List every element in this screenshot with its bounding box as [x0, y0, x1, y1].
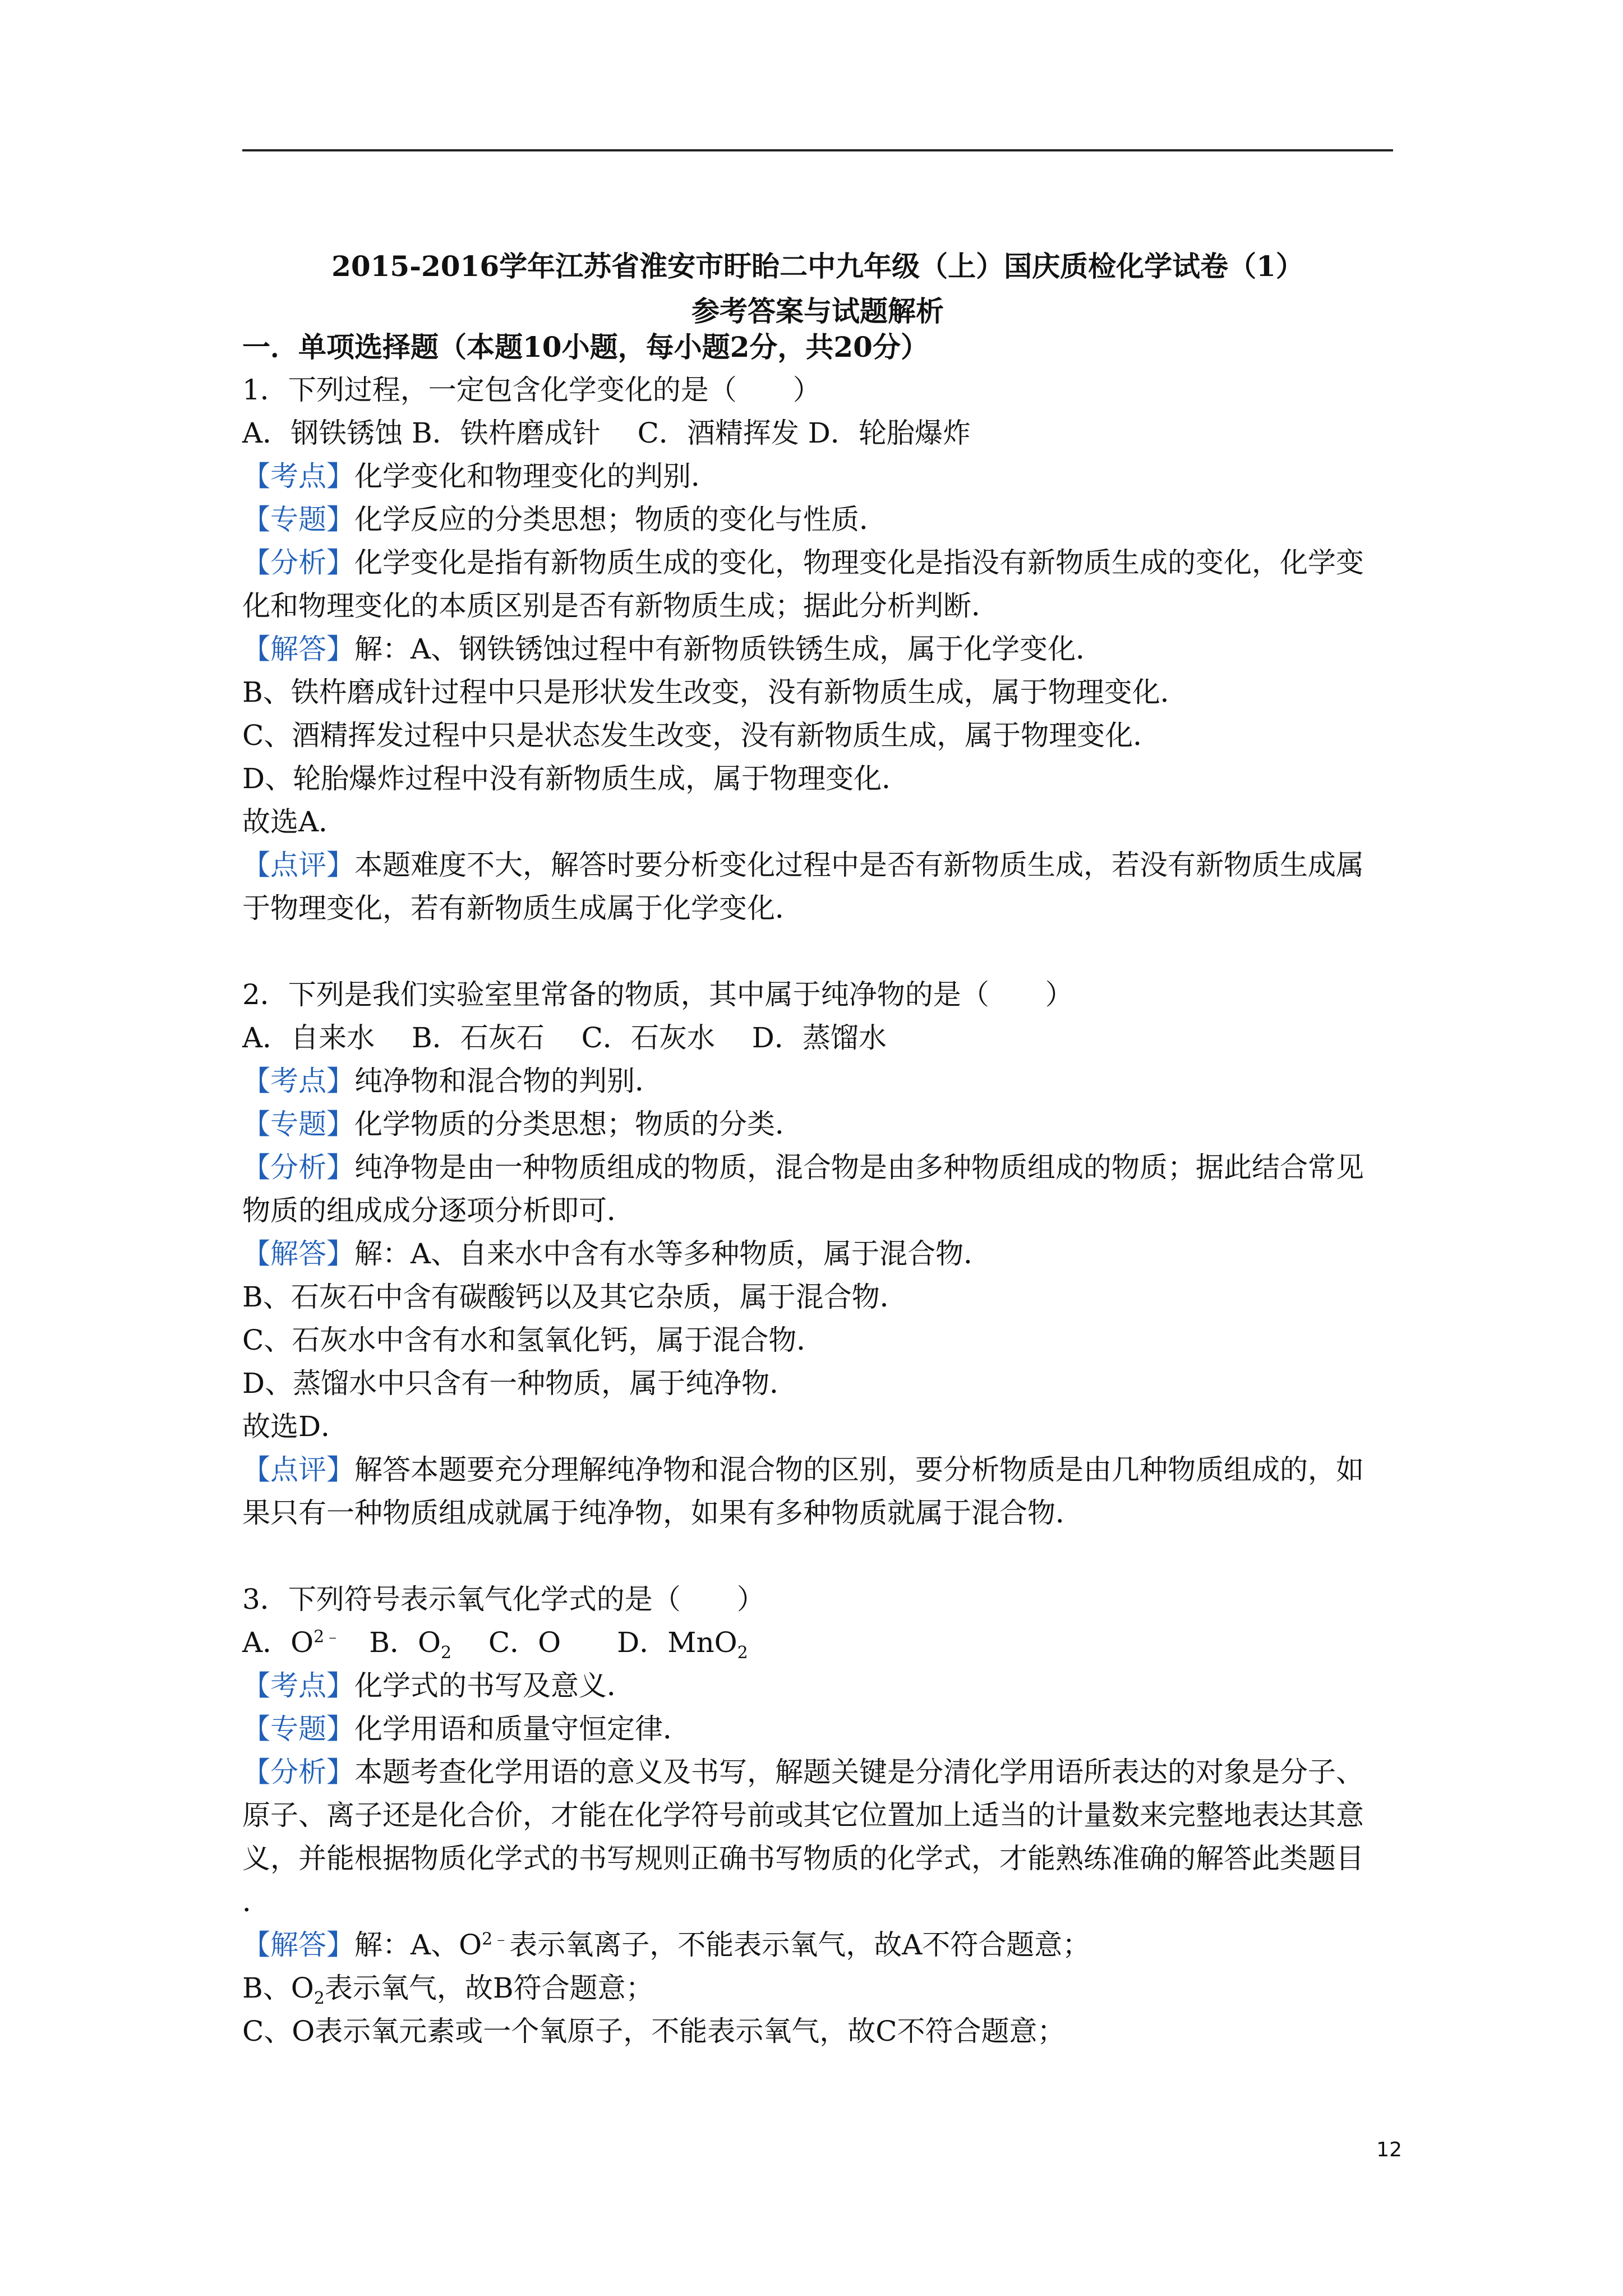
- q1-answer: 故选A．: [242, 806, 347, 838]
- q1-jieda-d: D、轮胎爆炸过程中没有新物质生成，属于物理变化．: [242, 762, 910, 795]
- q2-fenxi-cont: 物质的组成成分逐项分析即可．: [242, 1194, 635, 1227]
- jieda-tag: 【解答】: [242, 1929, 354, 1961]
- q3-jieda-text-2b: 表示氧气，故B符合题意；: [324, 1972, 654, 2004]
- q3-kaodian-text: 化学式的书写及意义．: [354, 1669, 635, 1702]
- spacer: [242, 930, 1393, 973]
- q3-opt-a-charge: 2﹣: [313, 1627, 342, 1647]
- q2-dianping-text-1: 解答本题要充分理解纯净物和混合物的区别，要分析物质是由几种物质组成的，如: [354, 1453, 1364, 1486]
- q3-jieda-c: C、O表示氧元素或一个氧原子，不能表示氧气，故C不符合题意；: [242, 2015, 1066, 2047]
- q3-jieda-subscript: 2: [313, 1989, 325, 2008]
- q3-options: [242, 1621, 1393, 1664]
- q3-kaodian: [242, 1664, 1393, 1708]
- zhuanti-tag: 【专题】: [242, 1713, 354, 1745]
- q1-jieda-c: C、酒精挥发过程中只是状态发生改变，没有新物质生成，属于物理变化．: [242, 719, 1161, 752]
- q2-kaodian-text: 纯净物和混合物的判别．: [354, 1065, 663, 1097]
- q3-opt-b: B．O: [341, 1626, 441, 1659]
- q3-zhuanti-text: 化学用语和质量守恒定律．: [354, 1713, 691, 1745]
- q1-options: A．钢铁锈蚀 B．铁杵磨成针 C．酒精挥发 D．轮胎爆炸: [242, 417, 971, 449]
- q3-fenxi-text-1: 本题考查化学用语的意义及书写，解题关键是分清化学用语所表达的对象是分子、: [354, 1756, 1364, 1788]
- q2-zhuanti: [242, 1103, 1393, 1146]
- q1-dianping-text-1: 本题难度不大，解答时要分析变化过程中是否有新物质生成，若没有新物质生成属: [354, 849, 1364, 881]
- header-rule: [242, 149, 1393, 151]
- q2-dianping: [242, 1448, 1393, 1492]
- q1-dianping: [242, 844, 1393, 887]
- q1-jieda: [242, 628, 1393, 671]
- q3-jieda-b: [242, 1967, 1393, 2010]
- q2-dianping-cont: 果只有一种物质组成就属于纯净物，如果有多种物质就属于混合物．: [242, 1497, 1083, 1529]
- q3-jieda-text-2a: B、O: [242, 1972, 314, 2004]
- q3-jieda: [242, 1924, 1393, 1967]
- q3-opt-b-subscript: 2: [440, 1643, 452, 1663]
- q2-fenxi-text-1: 纯净物是由一种物质组成的物质，混合物是由多种物质组成的物质；据此结合常见: [354, 1151, 1364, 1184]
- kaodian-tag: 【考点】: [242, 1669, 354, 1702]
- q2-kaodian: [242, 1060, 1393, 1103]
- document-body: [242, 325, 1393, 2053]
- zhuanti-tag: 【专题】: [242, 1108, 354, 1140]
- q2-jieda-c: C、石灰水中含有水和氢氧化钙，属于混合物．: [242, 1324, 825, 1356]
- q3-jieda-text-1a: 解：A、O: [354, 1929, 482, 1961]
- document-subtitle: 参考答案与试题解析: [691, 295, 944, 328]
- q1-zhuanti-text: 化学反应的分类思想；物质的变化与性质．: [354, 503, 887, 536]
- q3-fenxi: [242, 1751, 1393, 1794]
- q1-stem: 1．下列过程，一定包含化学变化的是（ ）: [242, 374, 821, 406]
- dianping-tag: 【点评】: [242, 849, 354, 881]
- q3-jieda-text-1b: 表示氧离子，不能表示氧气，故A不符合题意；: [509, 1929, 1091, 1961]
- jieda-tag: 【解答】: [242, 1237, 354, 1270]
- q1-fenxi-text-1: 化学变化是指有新物质生成的变化，物理变化是指没有新物质生成的变化，化学变: [354, 546, 1364, 579]
- kaodian-tag: 【考点】: [242, 460, 354, 493]
- fenxi-tag: 【分析】: [242, 546, 354, 579]
- q1-fenxi-cont: 化和物理变化的本质区别是否有新物质生成；据此分析判断．: [242, 590, 999, 622]
- q2-options: A．自来水 B．石灰石 C．石灰水 D．蒸馏水: [242, 1022, 887, 1054]
- q1-zhuanti: [242, 498, 1393, 541]
- page-number: 12: [1376, 2138, 1402, 2161]
- document-title: 2015-2016学年江苏省淮安市盱眙二中九年级（上）国庆质检化学试卷（1）: [331, 250, 1304, 283]
- q2-stem: 2．下列是我们实验室里常备的物质，其中属于纯净物的是（ ）: [242, 978, 1073, 1011]
- fenxi-tag: 【分析】: [242, 1756, 354, 1788]
- q1-jieda-text-1: 解：A、钢铁锈蚀过程中有新物质铁锈生成，属于化学变化．: [354, 633, 1104, 665]
- q2-answer: 故选D．: [242, 1410, 349, 1443]
- q3-jieda-charge: 2﹣: [482, 1929, 510, 1949]
- q3-fenxi-cont-1: 原子、离子还是化合价，才能在化学符号前或其它位置加上适当的计量数来完整地表达其意: [242, 1799, 1364, 1832]
- dianping-tag: 【点评】: [242, 1453, 354, 1486]
- q3-zhuanti: [242, 1708, 1393, 1751]
- q1-fenxi: [242, 541, 1393, 585]
- q1-kaodian-text: 化学变化和物理变化的判别．: [354, 460, 719, 493]
- zhuanti-tag: 【专题】: [242, 503, 354, 536]
- q2-fenxi: [242, 1146, 1393, 1189]
- q2-jieda-b: B、石灰石中含有碳酸钙以及其它杂质，属于混合物．: [242, 1281, 908, 1313]
- q3-fenxi-cont-3: ．: [242, 1885, 270, 1918]
- q2-jieda: [242, 1232, 1393, 1276]
- spacer: [242, 1535, 1393, 1578]
- q3-stem: 3．下列符号表示氧气化学式的是（ ）: [242, 1583, 765, 1616]
- section-heading: 一．单项选择题（本题10小题，每小题2分，共20分）: [242, 330, 929, 364]
- q3-opt-c-d: C．O D．MnO: [451, 1626, 737, 1659]
- fenxi-tag: 【分析】: [242, 1151, 354, 1184]
- q2-jieda-d: D、蒸馏水中只含有一种物质，属于纯净物．: [242, 1367, 798, 1400]
- q2-jieda-text-1: 解：A、自来水中含有水等多种物质，属于混合物．: [354, 1237, 992, 1270]
- q3-fenxi-cont-2: 义，并能根据物质化学式的书写规则正确书写物质的化学式，才能熟练准确的解答此类题目: [242, 1842, 1364, 1875]
- q1-dianping-cont: 于物理变化，若有新物质生成属于化学变化．: [242, 892, 803, 924]
- q3-opt-a: A．O: [242, 1626, 314, 1659]
- q3-opt-d-subscript: 2: [737, 1643, 748, 1663]
- q1-jieda-b: B、铁杵磨成针过程中只是形状发生改变，没有新物质生成，属于物理变化．: [242, 676, 1188, 708]
- jieda-tag: 【解答】: [242, 633, 354, 665]
- kaodian-tag: 【考点】: [242, 1065, 354, 1097]
- q1-kaodian: [242, 455, 1393, 498]
- q2-zhuanti-text: 化学物质的分类思想；物质的分类．: [354, 1108, 803, 1140]
